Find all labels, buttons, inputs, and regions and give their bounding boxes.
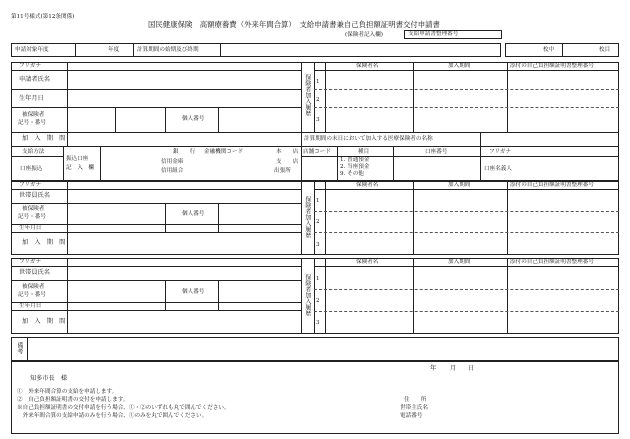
member2-join-period-label: 加 入 期 間 [22, 318, 66, 325]
member2-row-3: 3 [316, 320, 320, 326]
member1-name-field[interactable] [68, 190, 300, 202]
personal-number-field[interactable] [219, 108, 300, 131]
remarks-label: 備考 [15, 342, 23, 354]
member2-insured-field[interactable] [68, 281, 164, 301]
account-label-2: 記 入 欄 [66, 165, 94, 171]
form-number: 第11号様式(第12条関係) [11, 14, 75, 20]
member2-name-field[interactable] [68, 267, 300, 279]
head-name-label: 世帯主氏名 [400, 405, 428, 411]
form-title: 国民健康保険 高額療養費（外来年間合算） 支給申請書兼自己負担額証明書交付申請書 [148, 20, 440, 29]
birth-date-field[interactable] [68, 90, 300, 106]
birth-date-label: 生年月日 [19, 95, 44, 102]
bank-type-shinkin: 信用金庫 [161, 159, 184, 165]
applicant-name-label: 申請者氏名 [19, 76, 50, 83]
member1-personal-number-label: 個人番号 [182, 211, 205, 217]
member1-name-label: 世帯員氏名 [19, 192, 50, 199]
fiscal-year-unit: 年度 [108, 47, 120, 53]
member2-name-label: 世帯員氏名 [19, 269, 50, 276]
address-label: 住 所 [404, 397, 427, 403]
sheet-unit-label: 枚目 [599, 47, 611, 53]
insured-label-line1: 被保険者 [22, 112, 45, 118]
head-name-field[interactable] [440, 404, 610, 412]
member1-row-3: 3 [316, 242, 320, 248]
join-period-field[interactable] [68, 133, 300, 145]
addressee: 知多市長 様 [30, 375, 68, 382]
branch-code-field[interactable] [302, 157, 336, 180]
account-type-1: 1. 普通預金 [340, 157, 370, 163]
member2-period-header: 加入期間 [448, 259, 471, 265]
member2-furigana-label: フリガナ [19, 259, 42, 265]
account-type-3: 9. その他 [340, 171, 364, 177]
end-insurer-field[interactable] [481, 133, 618, 145]
note-4: 外来年間合算の支給申請のみを行う場合、①のみを丸で囲んでください。 [17, 413, 208, 419]
row-1: 1 [316, 79, 320, 85]
branch-type-shucchojo: 出張所 [274, 168, 291, 174]
member1-row-2: 2 [316, 219, 320, 225]
holder-furigana-label: フリガナ [489, 149, 512, 155]
member2-birth-label: 生年月日 [19, 303, 42, 309]
account-number-label: 口座番号 [425, 149, 448, 155]
sheet-of-label: 枚中 [543, 47, 555, 53]
fiscal-year-row [11, 43, 501, 57]
insurer-name-header: 保険者名 [356, 63, 379, 69]
member1-personal-number-field[interactable] [219, 204, 300, 231]
member2-row-1: 1 [316, 276, 320, 282]
holder-name-field[interactable] [520, 157, 618, 180]
branch-code-label: 店舗コード [303, 149, 331, 155]
member1-insured-field[interactable] [68, 204, 164, 223]
cert-number-header: 添付の自己負担額証明書整理番号 [510, 63, 594, 69]
account-label-1: 振込口座 [66, 156, 89, 162]
member1-insured-line1: 被保険者 [22, 206, 45, 212]
row-2: 2 [316, 97, 320, 103]
branch-type-honten: 本 店 [276, 149, 299, 155]
insured-label-line2: 記号・番号 [18, 120, 46, 126]
join-period-label: 加 入 期 間 [22, 135, 66, 142]
applicant-name-field[interactable] [68, 71, 300, 88]
holder-name-label: 口座名義人 [484, 166, 512, 172]
member1-history-label: 保険者加入履歴 [303, 196, 311, 238]
payment-method-value: 口座振込 [20, 166, 43, 172]
payment-method-label: 支給方法 [22, 149, 45, 155]
insurer-entry-label: (保険者記入欄) [345, 32, 383, 38]
member2-insured-line2: 記号・番号 [18, 292, 46, 298]
insured-number-field[interactable] [68, 108, 114, 131]
insurer-history-label: 保険者加入履歴 [303, 74, 311, 116]
date-year: 年 [430, 365, 437, 372]
furigana-label: フリガナ [19, 63, 42, 69]
note-2: ② 自己負担額証明書の交付を申請します。 [17, 397, 129, 403]
fiscal-year-label: 申請対象年度 [15, 47, 49, 53]
note-3: ※自己負担額証明書の交付申請を行う場合、①・②のいずれも丸で囲んでください。 [17, 405, 230, 411]
member1-row-1: 1 [316, 198, 320, 204]
member2-personal-number-label: 個人番号 [182, 289, 205, 295]
bank-type-shinkumi: 信用組合 [161, 168, 184, 174]
member2-insurer-header: 保険者名 [356, 259, 379, 265]
member2-cert-header: 添付の自己負担額証明書整理番号 [510, 259, 594, 265]
address-field[interactable] [440, 396, 610, 404]
bank-type-bank: 銀 行 [173, 149, 196, 155]
member1-insured-line2: 記号・番号 [18, 214, 46, 220]
date-day: 日 [468, 365, 475, 372]
member1-furigana-label: フリガナ [19, 182, 42, 188]
member1-join-period-field[interactable] [68, 233, 300, 254]
member1-join-period-label: 加 入 期 間 [22, 239, 66, 246]
member2-insured-line1: 被保険者 [22, 284, 45, 290]
row-3: 3 [316, 117, 320, 123]
member1-insurer-header: 保険者名 [356, 182, 379, 188]
account-type-2: 2. 当座預金 [340, 164, 370, 170]
period-label: 計算期間の始期及び終期 [137, 47, 199, 53]
member2-personal-number-field[interactable] [219, 281, 300, 309]
institution-code-label: 金融機関コード [204, 149, 244, 155]
member1-cert-header: 添付の自己負担額証明書整理番号 [510, 182, 594, 188]
account-number-field[interactable] [394, 157, 479, 180]
note-1: ① 外来年間合算の支給を申請します。 [17, 389, 118, 395]
account-type-label: 種目 [358, 149, 370, 155]
join-period-header: 加入期間 [448, 63, 471, 69]
mgmt-number-label: 支給申請書整理番号 [408, 31, 459, 37]
member2-history-label: 保険者加入履歴 [303, 274, 311, 316]
remarks-field[interactable] [28, 338, 618, 360]
personal-number-label: 個人番号 [182, 116, 205, 122]
phone-field[interactable] [440, 412, 610, 420]
phone-label: 電話番号 [400, 413, 423, 419]
member1-birth-label: 生年月日 [19, 225, 42, 231]
member2-join-period-field[interactable] [68, 311, 300, 333]
date-month: 月 [450, 365, 457, 372]
end-insurer-label: 計算期間の末日において加入する医療保険者の名称 [304, 136, 433, 142]
branch-type-shiten: 支 店 [276, 159, 299, 165]
member2-row-2: 2 [316, 298, 320, 304]
member1-period-header: 加入期間 [448, 182, 471, 188]
